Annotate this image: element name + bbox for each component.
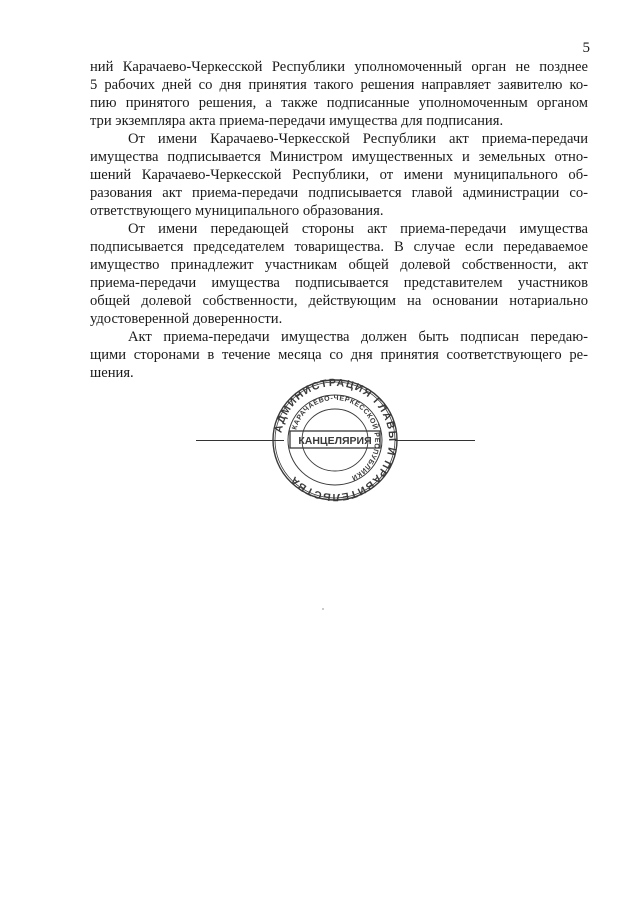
page-number: 5 bbox=[582, 40, 590, 56]
text-line: подписывается председателем товарищества. В случае если передаваемое bbox=[90, 239, 588, 255]
official-stamp bbox=[270, 377, 400, 503]
text-line: От имени Карачаево-Черкесской Республики акт приема-передачи bbox=[128, 131, 588, 147]
text-line: 5 рабочих дней со дня принятия такого решения направляет заявителю ко- bbox=[90, 77, 588, 93]
text-line: удостоверенной доверенности. bbox=[90, 311, 283, 327]
text-line: щими сторонами в течение месяца со дня принятия соответствующего ре- bbox=[90, 347, 588, 363]
text-line: имущества подписывается Министром имущественных и земельных отно- bbox=[90, 149, 588, 165]
text-line: ответствующего муниципального образования. bbox=[90, 203, 384, 219]
paragraph-4 bbox=[90, 328, 588, 382]
paragraph-3 bbox=[90, 220, 588, 328]
stamp-outer-text: АДМИНИСТРАЦИЯ ГЛАВЫ И ПРАВИТЕЛЬСТВА bbox=[272, 377, 399, 503]
text-line: шения. bbox=[90, 365, 134, 381]
text-line: От имени передающей стороны акт приема-передачи имущества bbox=[128, 221, 588, 237]
signature-line-right bbox=[395, 440, 475, 441]
stamp-inner-text: КАРАЧАЕВО-ЧЕРКЕССКОЙ РЕСПУБЛИКИ bbox=[291, 394, 381, 482]
paragraph-2 bbox=[90, 130, 588, 220]
text-line: общей долевой собственности, действующим на основании нотариально bbox=[90, 293, 588, 309]
text-line: имущество принадлежит участникам общей долевой собственности, акт bbox=[90, 257, 588, 273]
document-body bbox=[90, 58, 588, 382]
stamp-seal-icon bbox=[270, 377, 400, 503]
text-line: разования акт приема-передачи подписывается главой администрации со- bbox=[90, 185, 588, 201]
text-line: Акт приема-передачи имущества должен быть подписан передаю- bbox=[128, 329, 588, 345]
text-line: приема-передачи имущества подписывается представителем участников bbox=[90, 275, 588, 291]
text-line: шений Карачаево-Черкесской Республики, от имени муниципального об- bbox=[90, 167, 588, 183]
text-line: три экземпляра акта приема-передачи имущества для подписания. bbox=[90, 113, 504, 129]
text-line: ний Карачаево-Черкесской Республики уполномоченный орган не позднее bbox=[90, 59, 588, 75]
scan-speck bbox=[322, 608, 324, 610]
paragraph-1 bbox=[90, 58, 588, 130]
stamp-center-text: КАНЦЕЛЯРИЯ bbox=[298, 435, 372, 447]
text-line: пию принятого решения, а также подписанные уполномоченным органом bbox=[90, 95, 588, 111]
